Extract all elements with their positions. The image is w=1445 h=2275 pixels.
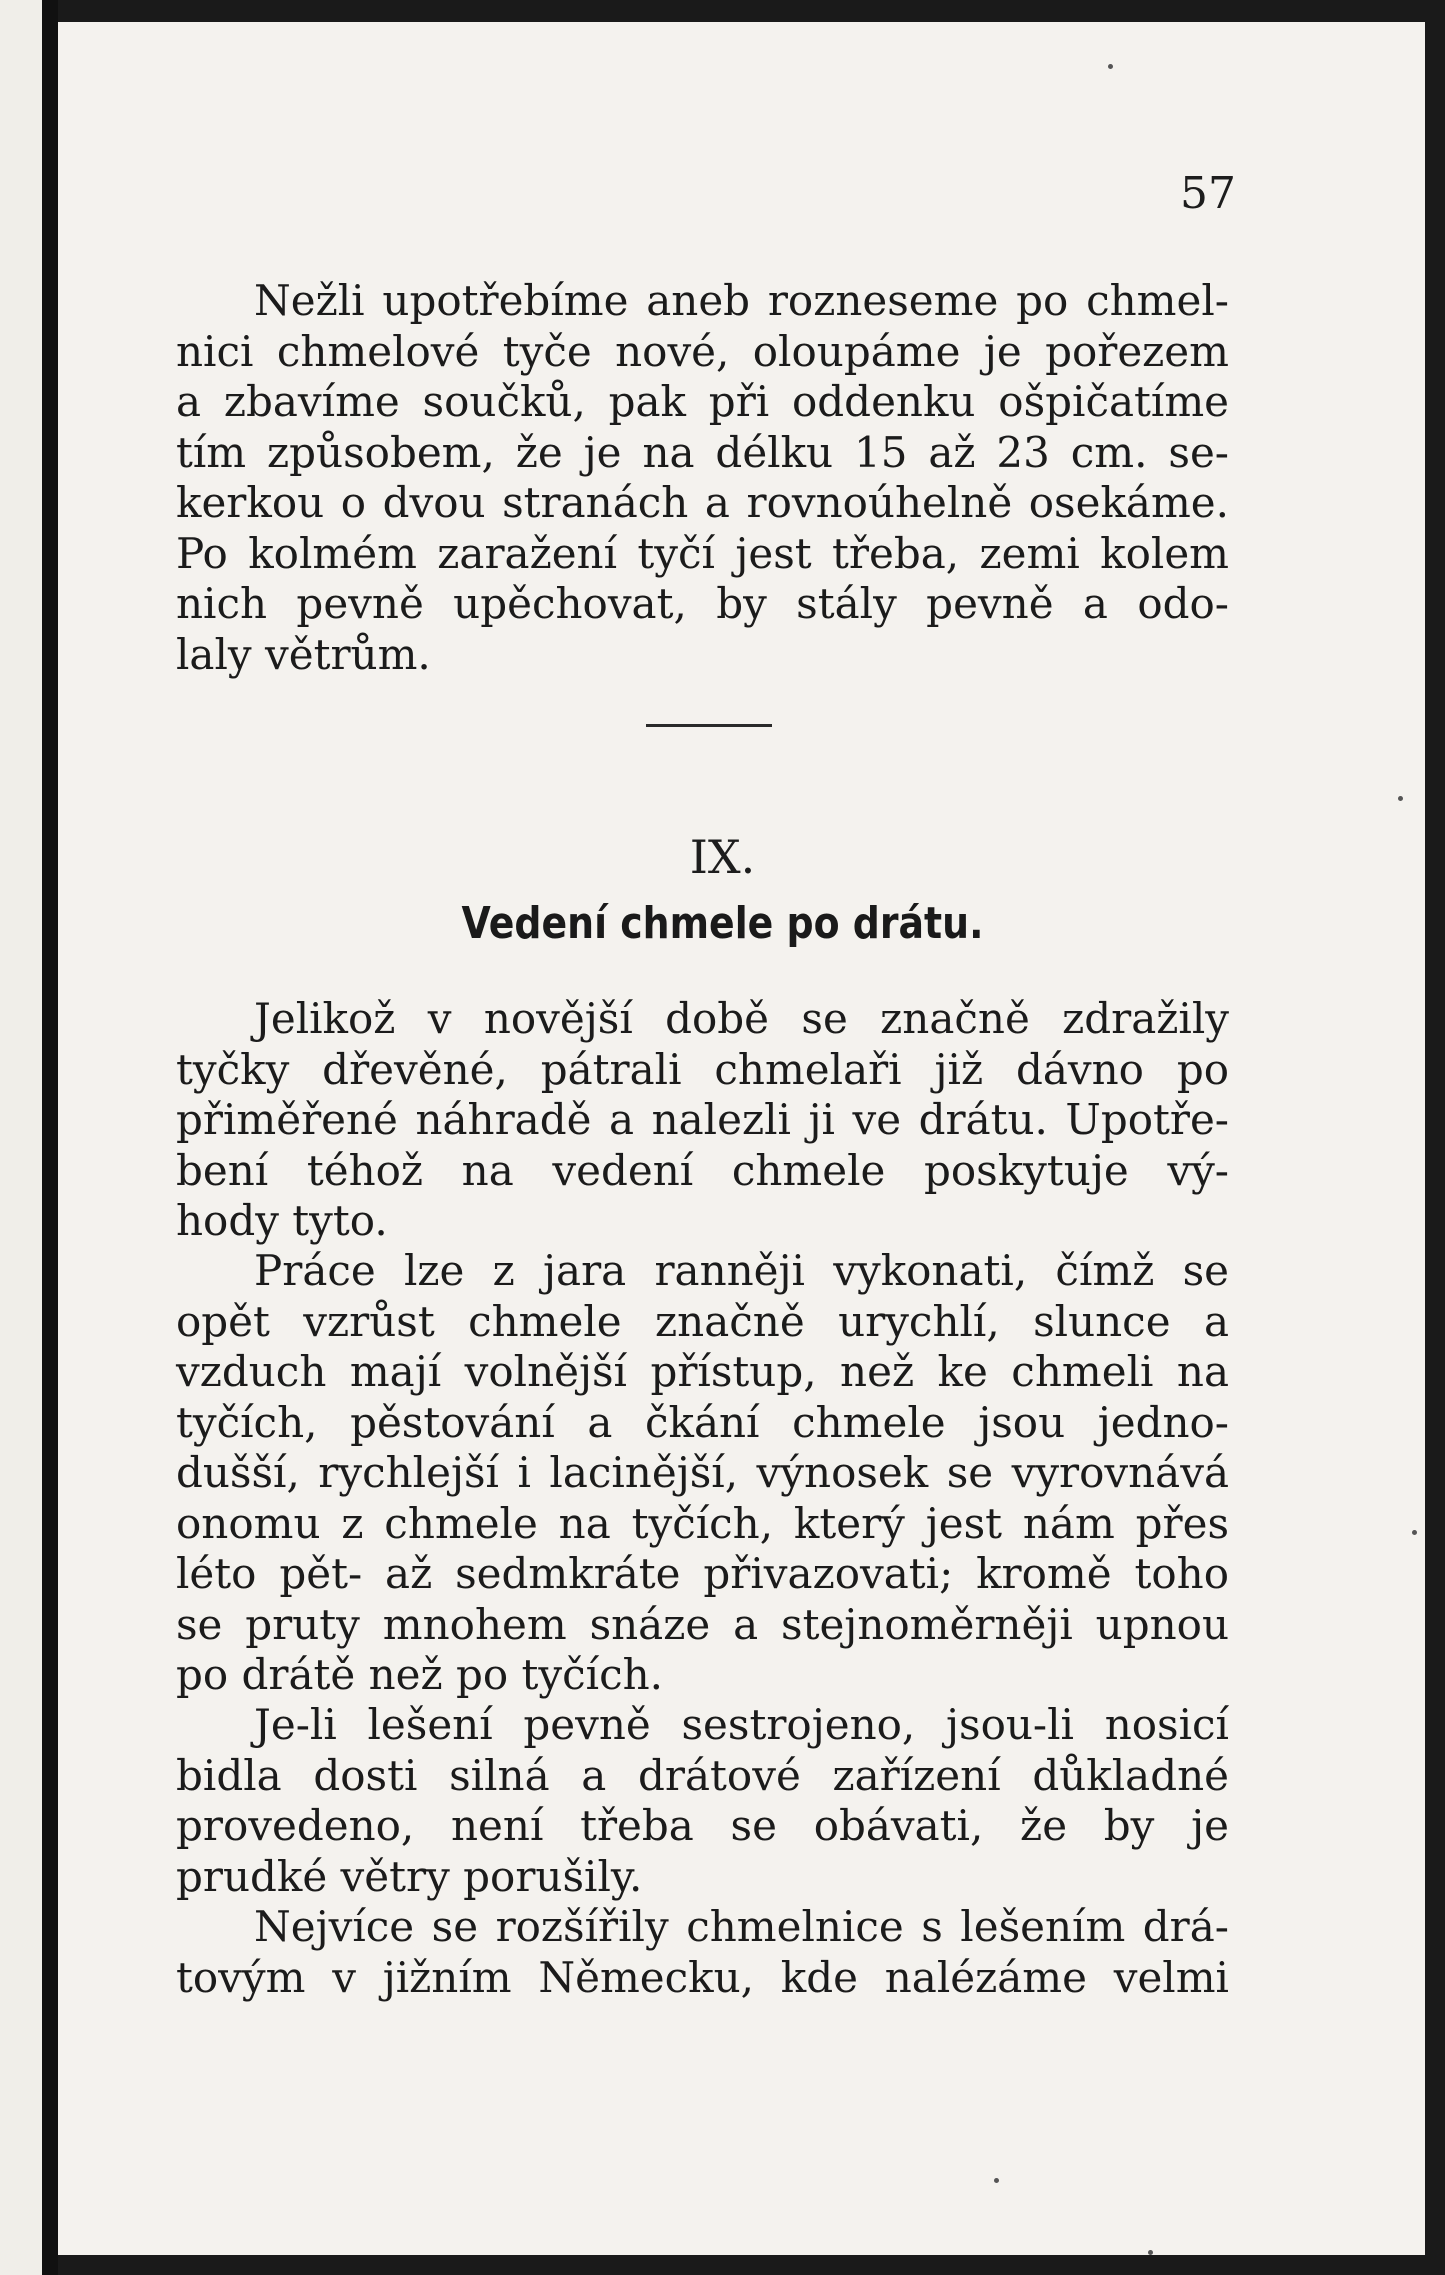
text-line: Nežli upotřebíme aneb rozneseme po chmel- bbox=[254, 276, 1229, 325]
page-number: 57 bbox=[1180, 168, 1236, 219]
text-line: hody tyto. bbox=[176, 1196, 388, 1245]
text-line: Nejvíce se rozšířily chmelnice s lešením drá- bbox=[254, 1902, 1229, 1951]
text-line: dušší, rychlejší i lacinější, výnosek se vyrovnává bbox=[176, 1448, 1229, 1497]
paragraph-3 bbox=[176, 1246, 1229, 1701]
text-line: prudké větry porušily. bbox=[176, 1851, 643, 1901]
text-line: provedeno, není třeba se obávati, že by je bbox=[176, 1801, 1229, 1850]
text-line: vzduch mají volnější přístup, než ke chmeli na bbox=[176, 1347, 1229, 1396]
text-line: opět vzrůst chmele značně urychlí, slunce a bbox=[176, 1296, 1229, 1346]
text-line: se pruty mnohem snáze a stejnoměrněji upnou bbox=[176, 1599, 1229, 1649]
text-line: bení téhož na vedení chmele poskytuje vý- bbox=[176, 1145, 1229, 1195]
text-line: tyčích, pěstování a čkání chmele jsou jedno- bbox=[176, 1397, 1229, 1447]
text-line: nich pevně upěchovat, by stály pevně a odo- bbox=[176, 579, 1229, 628]
text-line: tím způsobem, že je na délku 15 až 23 cm. se- bbox=[176, 427, 1229, 477]
paragraph-1 bbox=[176, 276, 1229, 680]
text-line: Jelikož v novější době se značně zdražily bbox=[254, 994, 1229, 1043]
text-line: laly větrům. bbox=[176, 629, 431, 679]
text-line: léto pět- až sedmkráte přivazovati; kromě toho bbox=[176, 1549, 1229, 1598]
paper-speck bbox=[994, 2178, 999, 2183]
text-line: přiměřené náhradě a nalezli ji ve drátu. Upotře- bbox=[176, 1095, 1229, 1144]
paper-speck bbox=[1108, 64, 1113, 69]
paper-speck bbox=[1148, 2250, 1153, 2255]
paper-speck bbox=[1398, 796, 1403, 801]
paper-speck bbox=[1412, 1530, 1417, 1535]
book-spine-edge bbox=[0, 0, 58, 2275]
text-line: nici chmelové tyče nové, oloupáme je pořezem bbox=[176, 326, 1229, 376]
paragraph-4 bbox=[176, 1700, 1229, 1902]
text-line: Po kolmém zaražení tyčí jest třeba, zemi kolem bbox=[176, 528, 1229, 578]
text-line: bidla dosti silná a drátové zařízení důkladné bbox=[176, 1750, 1229, 1800]
chapter-title: Vedení chmele po drátu. bbox=[461, 898, 984, 949]
chapter-number: IX. bbox=[689, 830, 756, 884]
text-line: po drátě než po tyčích. bbox=[176, 1650, 663, 1699]
text-line: onomu z chmele na tyčích, který jest nám přes bbox=[176, 1498, 1229, 1548]
text-line: tyčky dřevěné, pátrali chmelaři již dávno po bbox=[176, 1044, 1229, 1094]
paragraph-2 bbox=[176, 994, 1229, 1247]
text-line: Práce lze z jara ranněji vykonati, čímž se bbox=[254, 1246, 1229, 1295]
text-line: Je-li lešení pevně sestrojeno, jsou-li nosicí bbox=[254, 1700, 1229, 1749]
text-line: a zbavíme součků, pak při oddenku ošpičatíme bbox=[176, 377, 1229, 426]
text-line: kerkou o dvou stranách a rovnoúhelně osekáme. bbox=[176, 478, 1229, 527]
text-line: tovým v jižním Německu, kde nalézáme velmi bbox=[176, 1952, 1229, 2002]
section-divider bbox=[646, 724, 772, 727]
paragraph-5 bbox=[176, 1902, 1229, 2003]
